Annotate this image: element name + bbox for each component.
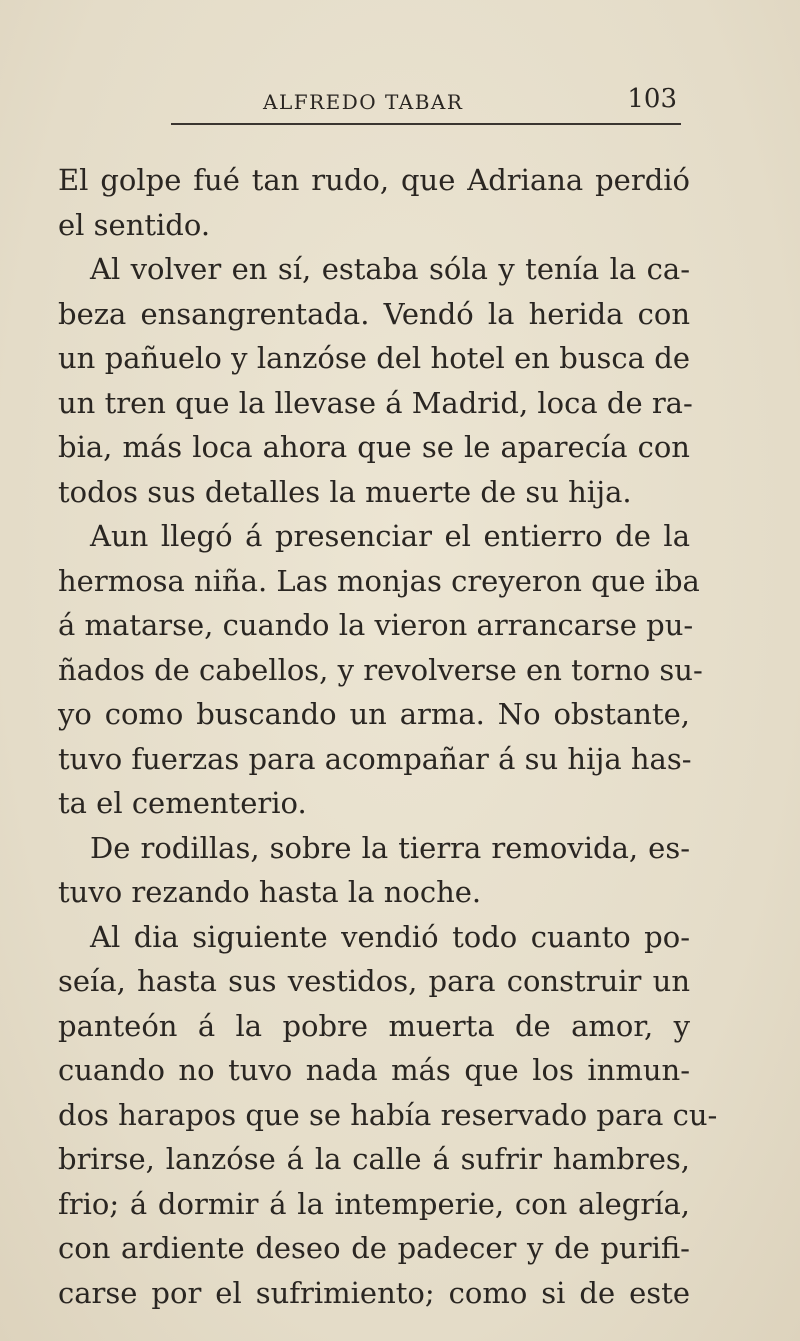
text-line: ta el cementerio. xyxy=(58,786,307,820)
text-line: dos harapos que se había reservado para cu- xyxy=(58,1097,718,1132)
header-rule xyxy=(171,123,681,125)
text-line: tuvo fuerzas para acompañar á su hija has- xyxy=(58,741,692,776)
text-line: frio; á dormir á la intemperie, con alegría, xyxy=(58,1186,690,1221)
text-line: panteón á la pobre muerta de amor, y xyxy=(58,1008,690,1043)
text-line: beza ensangrentada. Vendó la herida con xyxy=(58,296,690,331)
text-line: ñados de cabellos, y revolverse en torno su- xyxy=(58,652,703,687)
running-head: ALFREDO TABAR xyxy=(263,90,464,114)
text-line: Al volver en sí, estaba sóla y tenía la ca- xyxy=(90,252,690,286)
text-line: Al dia siguiente vendió todo cuanto po- xyxy=(90,919,690,954)
text-line: El golpe fué tan rudo, que Adriana perdió xyxy=(58,163,690,197)
text-line: De rodillas, sobre la tierra removida, es- xyxy=(90,830,690,865)
page-number: 103 xyxy=(627,84,677,114)
page-header xyxy=(171,84,681,120)
body-text xyxy=(58,158,718,1315)
text-line: un tren que la llevase á Madrid, loca de ra- xyxy=(58,385,693,420)
text-line: cuando no tuvo nada más que los inmun- xyxy=(58,1053,690,1087)
text-line: hermosa niña. Las monjas creyeron que iba xyxy=(58,563,700,598)
text-line: yo como buscando un arma. No obstante, xyxy=(58,697,690,731)
text-line: bia, más loca ahora que se le aparecía con xyxy=(58,430,690,464)
text-line: el sentido. xyxy=(58,207,211,242)
text-line: seía, hasta sus vestidos, para construir un xyxy=(58,964,690,998)
text-line: á matarse, cuando la vieron arrancarse pu- xyxy=(58,608,694,642)
text-line: con ardiente deseo de padecer y de purifi- xyxy=(58,1231,690,1265)
text-line: todos sus detalles la muerte de su hija. xyxy=(58,474,632,509)
text-line: brirse, lanzóse á la calle á sufrir hambres, xyxy=(58,1142,690,1176)
text-line: un pañuelo y lanzóse del hotel en busca de xyxy=(58,341,690,375)
text-line: carse por el sufrimiento; como si de este xyxy=(58,1275,690,1310)
text-line: Aun llegó á presenciar el entierro de la xyxy=(90,519,690,553)
text-line: tuvo rezando hasta la noche. xyxy=(58,875,482,909)
